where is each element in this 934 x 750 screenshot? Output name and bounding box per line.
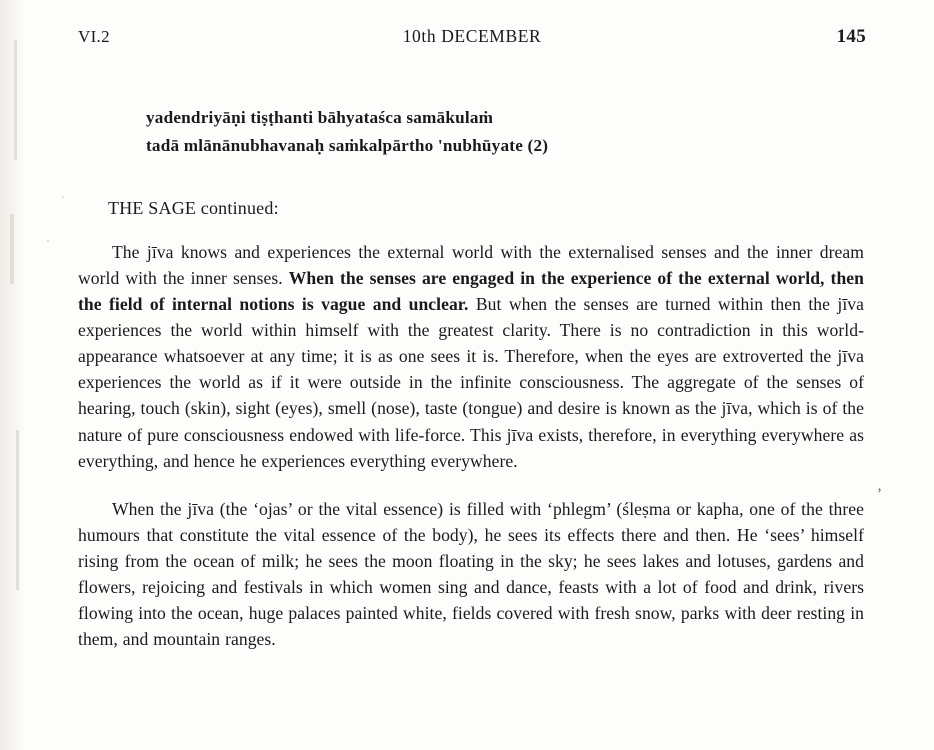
speaker-line <box>108 198 864 219</box>
section-reference: VI.2 <box>78 27 110 46</box>
verse-line-2: tadā mlānānubhavanaḥ saṁkalpārtho 'nubhūyate (2) <box>146 135 549 155</box>
sanskrit-verse <box>146 104 864 160</box>
page-number: 145 <box>836 26 866 47</box>
page-body <box>78 104 864 653</box>
paragraph-1 <box>78 239 864 474</box>
paragraph-1-text-after: But when the senses are turned within then the jīva experiences the world within himself with the greatest clarity. There is no contradiction in this world-appearance whatsoever at any time; it is as one sees it is. Therefore, when the eyes are extroverted the jīva experiences the world as if it were outside in the infinite consciousness. The aggregate of the senses of hearing, touch (skin), sight (eyes), smell (nose), taste (tongue) and desire is known as the jīva, which is of the nature of pure consciousness endowed with life-force. This jīva exists, therefore, in everything everywhere as everything, and hence he experiences everything everywhere. <box>78 293 864 471</box>
verse-line-1: yadendriyāṇi tiṣṭhanti bāhyataśca samākulaṁ <box>146 108 494 127</box>
running-title: 10th DECEMBER <box>402 26 542 46</box>
paragraph-1-text-before: The jīva knows and experiences the external world with the externalised senses and the inner dream world with the inner senses. <box>78 241 864 288</box>
speaker-continuation: continued: <box>196 197 279 218</box>
paragraph-2: When the jīva (the ‘ojas’ or the vital essence) is filled with ‘phlegm’ (śleṣma or kapha, one of the three humours that constitute the vital essence of the body), he sees its effects there and then. He ‘sees’ himself rising from the ocean of milk; he sees the moon floating in the sky; he sees lakes and lotuses, gardens and flowers, rejoicing and festivals in which women sing and dance, feasts with a lot of food and drink, rivers flowing into the ocean, huge palaces painted white, fields covered with fresh snow, parks with deer resting in them, and mountain ranges. <box>78 498 864 650</box>
margin-mark: ’ <box>877 486 882 502</box>
paragraph-1-emphasis: When the senses are engaged in the experience of the external world, then the field of internal notions is vague and unclear. <box>78 267 864 314</box>
page-header <box>78 26 866 50</box>
speaker-name: THE SAGE <box>108 197 197 218</box>
